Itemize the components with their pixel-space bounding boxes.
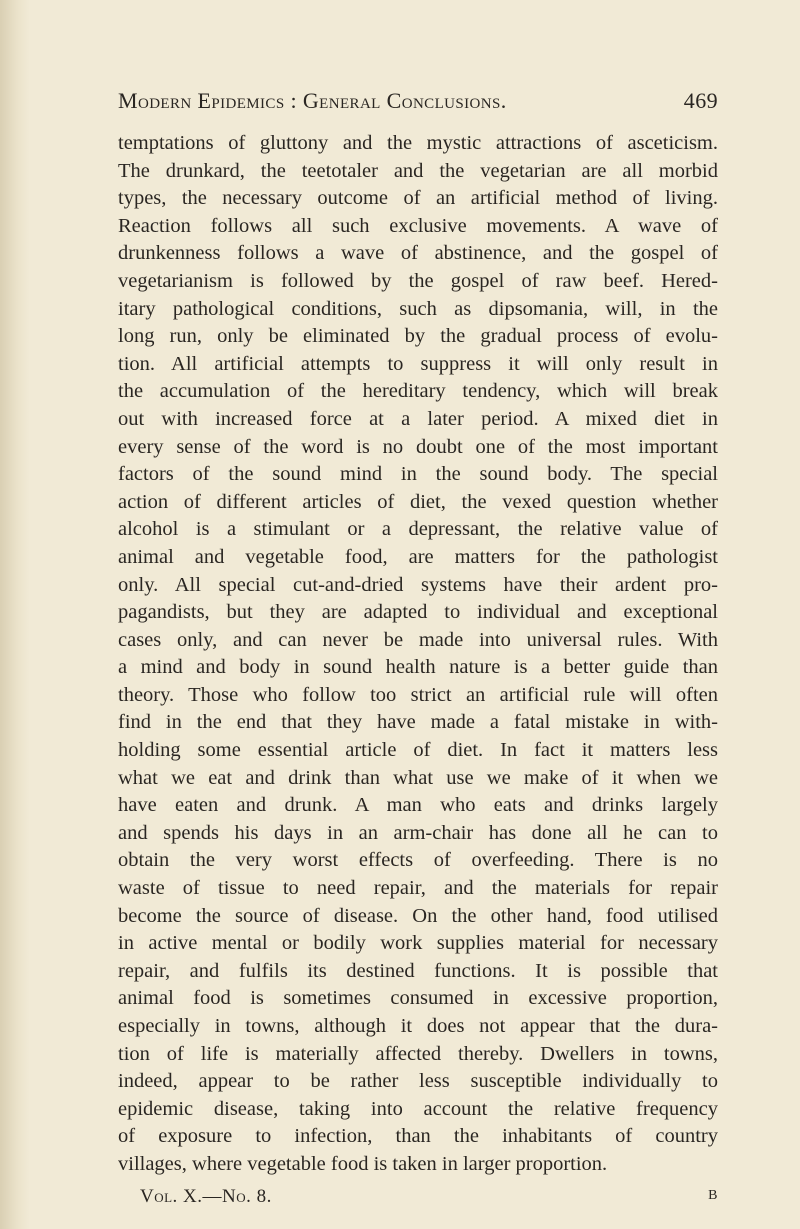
- text-line: theory. Those who follow too strict an artificial rule will often: [118, 683, 718, 706]
- text-line: The drunkard, the teetotaler and the vegetarian are all morbid: [118, 159, 718, 182]
- text-line: obtain the very worst effects of overfeeding. There is no: [118, 849, 718, 872]
- text-line: become the source of disease. On the other hand, food utilised: [118, 904, 718, 927]
- running-head: [118, 88, 718, 118]
- volume-number: Vol. X.—No. 8.: [140, 1186, 272, 1207]
- text-line: find in the end that they have made a fatal mistake in with-: [118, 711, 718, 734]
- running-head-title: Modern Epidemics : General Conclusions.: [118, 88, 507, 113]
- text-line: long run, only be eliminated by the gradual process of evolu-: [118, 325, 718, 348]
- text-line: especially in towns, although it does not appear that the dura-: [118, 1015, 718, 1037]
- text-line: waste of tissue to need repair, and the materials for repair: [118, 877, 718, 900]
- page-footer: [140, 1186, 718, 1208]
- page-number: 469: [683, 88, 718, 113]
- text-line: drunkenness follows a wave of abstinence, and the gospel of: [118, 242, 718, 265]
- text-line: alcohol is a stimulant or a depressant, the relative value of: [118, 518, 718, 541]
- text-line: pagandists, but they are adapted to individual and exceptional: [118, 601, 718, 624]
- text-line: and spends his days in an arm-chair has done all he can to: [118, 821, 718, 844]
- text-line: cases only, and can never be made into universal rules. With: [118, 628, 718, 651]
- text-line: what we eat and drink than what use we make of it when we: [118, 766, 718, 789]
- text-line: temptations of gluttony and the mystic attractions of asceticism.: [118, 132, 718, 154]
- text-line: animal and vegetable food, are matters for the pathologist: [118, 545, 718, 568]
- text-line: tion. All artificial attempts to suppress it will only result in: [118, 352, 718, 375]
- text-line: holding some essential article of diet. In fact it matters less: [118, 739, 718, 762]
- text-line: repair, and fulfils its destined functions. It is possible that: [118, 959, 718, 982]
- text-line: in active mental or bodily work supplies material for necessary: [118, 932, 718, 955]
- text-line: the accumulation of the hereditary tendency, which will break: [118, 380, 718, 403]
- text-line: action of different articles of diet, the vexed question whether: [118, 490, 718, 513]
- text-line: tion of life is materially affected thereby. Dwellers in towns,: [118, 1042, 718, 1065]
- text-line: have eaten and drunk. A man who eats and drinks largely: [118, 794, 718, 817]
- text-line: villages, where vegetable food is taken in larger proportion.: [118, 1152, 608, 1175]
- body-text: [118, 130, 718, 1179]
- text-line: types, the necessary outcome of an artificial method of living.: [118, 187, 718, 210]
- text-line: vegetarianism is followed by the gospel of raw beef. Hered-: [118, 269, 718, 292]
- text-line: every sense of the word is no doubt one of the most important: [118, 435, 718, 458]
- text-line: a mind and body in sound health nature is a better guide than: [118, 656, 718, 679]
- signature-mark: B: [708, 1188, 718, 1203]
- text-line: only. All special cut-and-dried systems have their ardent pro-: [118, 573, 718, 596]
- text-line: factors of the sound mind in the sound body. The special: [118, 463, 718, 486]
- text-line: of exposure to infection, than the inhabitants of country: [118, 1125, 718, 1148]
- text-line: Reaction follows all such exclusive movements. A wave of: [118, 214, 718, 237]
- text-line: indeed, appear to be rather less susceptible individually to: [118, 1070, 718, 1093]
- text-line: animal food is sometimes consumed in excessive proportion,: [118, 987, 718, 1010]
- text-line: itary pathological conditions, such as dipsomania, will, in the: [118, 297, 718, 320]
- text-line: epidemic disease, taking into account the relative frequency: [118, 1097, 718, 1120]
- page-gutter-shadow: [0, 0, 30, 1229]
- text-line: out with increased force at a later period. A mixed diet in: [118, 407, 718, 430]
